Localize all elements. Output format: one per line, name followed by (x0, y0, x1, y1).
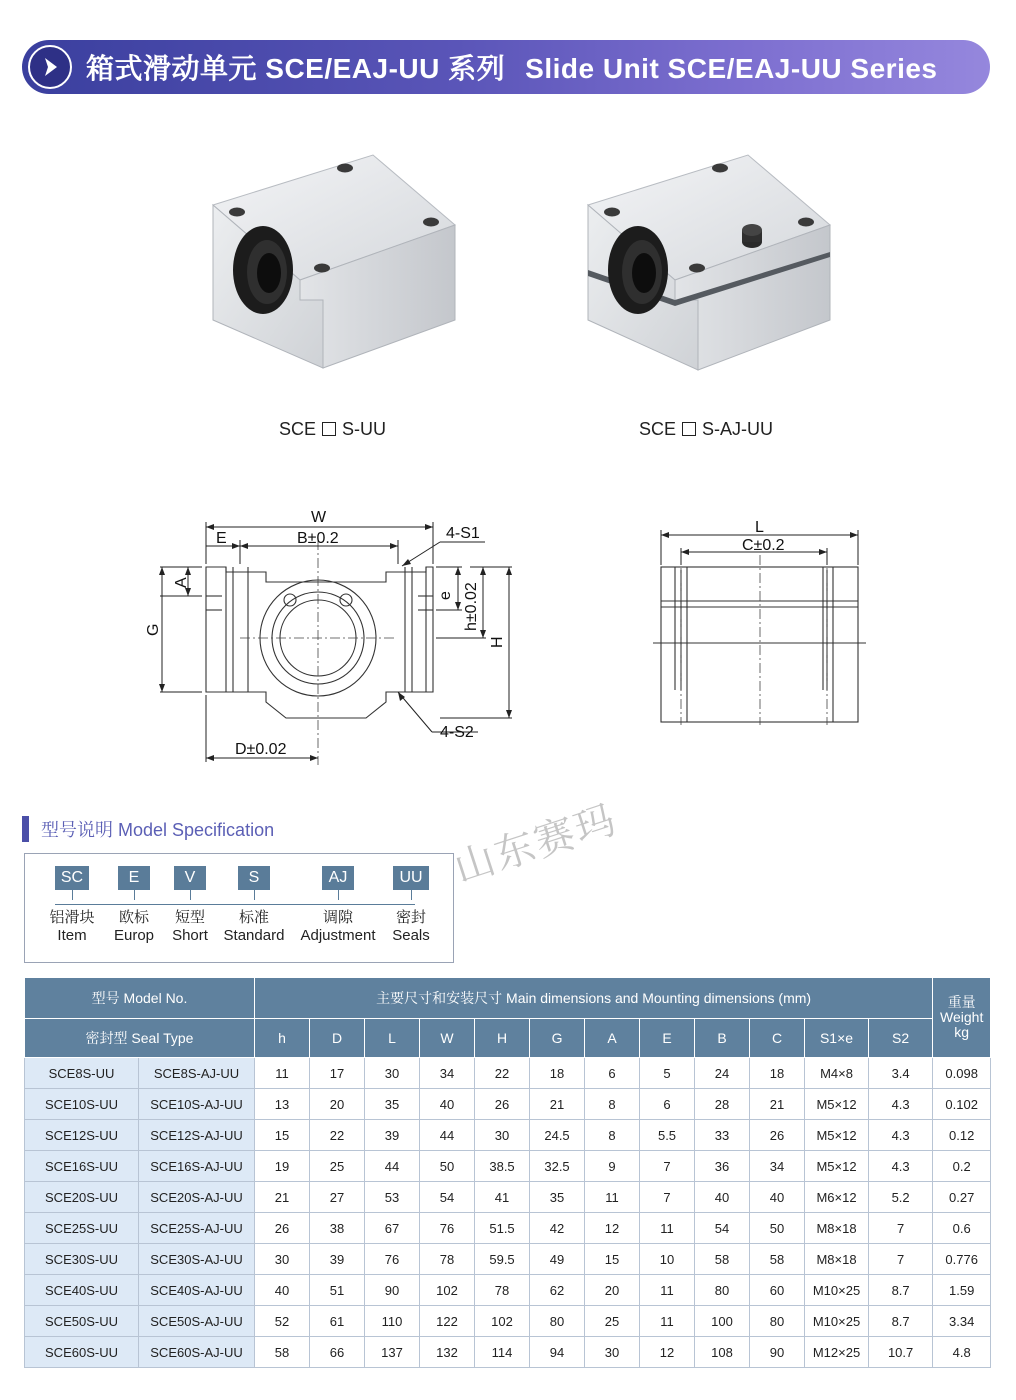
dim-label-g: G (145, 623, 162, 636)
value-cell: 19 (255, 1151, 310, 1182)
value-cell: 30 (475, 1120, 530, 1151)
value-cell: 0.2 (933, 1151, 991, 1182)
value-cell: 7 (640, 1151, 695, 1182)
value-cell: 50 (750, 1213, 805, 1244)
value-cell: 12 (585, 1213, 640, 1244)
value-cell: M4×8 (805, 1058, 869, 1089)
value-cell: 51 (310, 1275, 365, 1306)
model-aj-cell: SCE10S-AJ-UU (139, 1089, 255, 1120)
value-cell: 10.7 (869, 1337, 933, 1368)
column-header: S2 (869, 1019, 933, 1058)
value-cell: 41 (475, 1182, 530, 1213)
table-row (25, 1058, 991, 1089)
value-cell: 58 (695, 1244, 750, 1275)
value-cell: 4.3 (869, 1151, 933, 1182)
table-row (25, 1089, 991, 1120)
value-cell: 0.27 (933, 1182, 991, 1213)
value-cell: 26 (475, 1089, 530, 1120)
dim-label-c: C±0.2 (742, 537, 785, 554)
model-spec-box (24, 853, 454, 963)
value-cell: 13 (255, 1089, 310, 1120)
value-cell: 1.59 (933, 1275, 991, 1306)
value-cell: 38.5 (475, 1151, 530, 1182)
value-cell: 18 (530, 1058, 585, 1089)
table-row (25, 1244, 991, 1275)
value-cell: 51.5 (475, 1213, 530, 1244)
spec-item-uu: UU 密封 Seals (389, 866, 433, 944)
value-cell: 11 (640, 1306, 695, 1337)
product-photo-sce-s-aj-uu (580, 150, 840, 395)
value-cell: 80 (750, 1306, 805, 1337)
column-header: A (585, 1019, 640, 1058)
value-cell: 4.3 (869, 1089, 933, 1120)
value-cell: 24.5 (530, 1120, 585, 1151)
value-cell: 0.6 (933, 1213, 991, 1244)
value-cell: 27 (310, 1182, 365, 1213)
model-cell: SCE12S-UU (25, 1120, 139, 1151)
dim-label-h: h±0.02 (463, 582, 480, 631)
title-en: Slide Unit SCE/EAJ-UU Series (525, 53, 938, 84)
value-cell: 4.3 (869, 1120, 933, 1151)
value-cell: 66 (310, 1337, 365, 1368)
model-cell: SCE40S-UU (25, 1275, 139, 1306)
value-cell: 114 (475, 1337, 530, 1368)
value-cell: 78 (420, 1244, 475, 1275)
value-cell: 40 (255, 1275, 310, 1306)
value-cell: 33 (695, 1120, 750, 1151)
value-cell: 35 (365, 1089, 420, 1120)
value-cell: 8 (585, 1120, 640, 1151)
value-cell: 108 (695, 1337, 750, 1368)
value-cell: M8×18 (805, 1244, 869, 1275)
value-cell: 32.5 (530, 1151, 585, 1182)
value-cell: 18 (750, 1058, 805, 1089)
value-cell: 76 (365, 1244, 420, 1275)
value-cell: M10×25 (805, 1306, 869, 1337)
column-header: S1×e (805, 1019, 869, 1058)
model-cell: SCE25S-UU (25, 1213, 139, 1244)
value-cell: M10×25 (805, 1275, 869, 1306)
value-cell: 67 (365, 1213, 420, 1244)
value-cell: 38 (310, 1213, 365, 1244)
front-view-drawing (140, 500, 530, 775)
value-cell: 53 (365, 1182, 420, 1213)
spec-item-aj: AJ 调隙 Adjustment (297, 866, 379, 944)
arrow-right-icon (28, 45, 72, 89)
value-cell: 5.2 (869, 1182, 933, 1213)
value-cell: 0.098 (933, 1058, 991, 1089)
value-cell: 26 (750, 1120, 805, 1151)
column-header: C (750, 1019, 805, 1058)
dim-label-s2: 4-S2 (440, 724, 474, 741)
value-cell: 90 (365, 1275, 420, 1306)
value-cell: 100 (695, 1306, 750, 1337)
value-cell: 20 (310, 1089, 365, 1120)
value-cell: M5×12 (805, 1151, 869, 1182)
value-cell: 36 (695, 1151, 750, 1182)
value-cell: 8.7 (869, 1275, 933, 1306)
model-aj-cell: SCE16S-AJ-UU (139, 1151, 255, 1182)
page-title (86, 47, 938, 87)
spec-item-s: S 标准 Standard (223, 866, 285, 944)
value-cell: 30 (585, 1337, 640, 1368)
title-cn: 箱式滑动单元 SCE/EAJ-UU 系列 (86, 53, 506, 84)
model-aj-cell: SCE50S-AJ-UU (139, 1306, 255, 1337)
value-cell: 34 (420, 1058, 475, 1089)
value-cell: 30 (365, 1058, 420, 1089)
value-cell: 8.7 (869, 1306, 933, 1337)
value-cell: 3.34 (933, 1306, 991, 1337)
value-cell: 15 (585, 1244, 640, 1275)
value-cell: 40 (420, 1089, 475, 1120)
table-row (25, 1337, 991, 1368)
table-row (25, 1306, 991, 1337)
product-photo-sce-s-uu (205, 150, 465, 390)
model-cell: SCE50S-UU (25, 1306, 139, 1337)
value-cell: 49 (530, 1244, 585, 1275)
value-cell: 44 (420, 1120, 475, 1151)
dim-label-s1: 4-S1 (446, 525, 480, 542)
model-aj-cell: SCE25S-AJ-UU (139, 1213, 255, 1244)
value-cell: 54 (420, 1182, 475, 1213)
column-header: W (420, 1019, 475, 1058)
model-cell: SCE10S-UU (25, 1089, 139, 1120)
value-cell: 11 (255, 1058, 310, 1089)
value-cell: 80 (695, 1275, 750, 1306)
weight-header: 重量 Weight kg (933, 978, 991, 1058)
value-cell: 90 (750, 1337, 805, 1368)
dim-label-l: L (755, 519, 764, 536)
model-aj-cell: SCE8S-AJ-UU (139, 1058, 255, 1089)
model-spec-title: 型号说明 Model Specification (41, 820, 275, 840)
value-cell: 8 (585, 1089, 640, 1120)
value-cell: 62 (530, 1275, 585, 1306)
model-cell: SCE16S-UU (25, 1151, 139, 1182)
value-cell: 15 (255, 1120, 310, 1151)
title-banner (22, 40, 990, 94)
value-cell: 59.5 (475, 1244, 530, 1275)
value-cell: 20 (585, 1275, 640, 1306)
column-header: D (310, 1019, 365, 1058)
value-cell: M5×12 (805, 1120, 869, 1151)
value-cell: M6×12 (805, 1182, 869, 1213)
column-header: H (475, 1019, 530, 1058)
model-cell: SCE60S-UU (25, 1337, 139, 1368)
value-cell: 40 (750, 1182, 805, 1213)
value-cell: 28 (695, 1089, 750, 1120)
dim-label-d: D±0.02 (235, 741, 287, 758)
model-cell: SCE8S-UU (25, 1058, 139, 1089)
value-cell: 11 (640, 1213, 695, 1244)
value-cell: M12×25 (805, 1337, 869, 1368)
table-row (25, 1120, 991, 1151)
table-row (25, 1151, 991, 1182)
value-cell: 0.776 (933, 1244, 991, 1275)
photo-caption-1: SCE S-UU (279, 419, 387, 439)
value-cell: 76 (420, 1213, 475, 1244)
value-cell: 7 (640, 1182, 695, 1213)
photo-caption-2: SCE S-AJ-UU (639, 419, 774, 439)
value-cell: 7 (869, 1244, 933, 1275)
value-cell: 61 (310, 1306, 365, 1337)
blank-box-icon (682, 422, 696, 436)
table-row (25, 1213, 991, 1244)
value-cell: 44 (365, 1151, 420, 1182)
value-cell: 80 (530, 1306, 585, 1337)
value-cell: 40 (695, 1182, 750, 1213)
value-cell: 50 (420, 1151, 475, 1182)
watermark: 山东赛玛 (449, 797, 623, 892)
value-cell: 25 (310, 1151, 365, 1182)
value-cell: 42 (530, 1213, 585, 1244)
column-header: E (640, 1019, 695, 1058)
dim-label-b: B±0.2 (297, 530, 339, 547)
value-cell: 122 (420, 1306, 475, 1337)
value-cell: 4.8 (933, 1337, 991, 1368)
value-cell: 21 (530, 1089, 585, 1120)
table-row (25, 1275, 991, 1306)
model-aj-cell: SCE12S-AJ-UU (139, 1120, 255, 1151)
value-cell: 34 (750, 1151, 805, 1182)
dim-label-e: E (216, 530, 227, 547)
table-body (25, 1058, 991, 1368)
value-cell: 9 (585, 1151, 640, 1182)
dimensions-header: 主要尺寸和安装尺寸 Main dimensions and Mounting dimensions (mm) (255, 978, 933, 1019)
column-header: h (255, 1019, 310, 1058)
value-cell: 54 (695, 1213, 750, 1244)
value-cell: 24 (695, 1058, 750, 1089)
value-cell: 26 (255, 1213, 310, 1244)
value-cell: 21 (750, 1089, 805, 1120)
model-aj-cell: SCE20S-AJ-UU (139, 1182, 255, 1213)
value-cell: 17 (310, 1058, 365, 1089)
value-cell: 78 (475, 1275, 530, 1306)
model-spec-heading (22, 816, 274, 842)
value-cell: 6 (640, 1089, 695, 1120)
dim-label-a: A (173, 577, 190, 588)
column-header: G (530, 1019, 585, 1058)
value-cell: 10 (640, 1244, 695, 1275)
value-cell: 94 (530, 1337, 585, 1368)
value-cell: 60 (750, 1275, 805, 1306)
dim-label-w: W (311, 509, 327, 526)
heading-bar (22, 816, 29, 842)
value-cell: 102 (475, 1306, 530, 1337)
seal-type-header: 密封型 Seal Type (25, 1019, 255, 1058)
value-cell: 52 (255, 1306, 310, 1337)
value-cell: 0.102 (933, 1089, 991, 1120)
value-cell: 0.12 (933, 1120, 991, 1151)
value-cell: 11 (640, 1275, 695, 1306)
value-cell: 12 (640, 1337, 695, 1368)
value-cell: 5.5 (640, 1120, 695, 1151)
value-cell: 58 (750, 1244, 805, 1275)
value-cell: 11 (585, 1182, 640, 1213)
model-aj-cell: SCE40S-AJ-UU (139, 1275, 255, 1306)
value-cell: 21 (255, 1182, 310, 1213)
value-cell: M8×18 (805, 1213, 869, 1244)
value-cell: 35 (530, 1182, 585, 1213)
value-cell: M5×12 (805, 1089, 869, 1120)
model-cell: SCE20S-UU (25, 1182, 139, 1213)
side-view-drawing (650, 515, 870, 730)
value-cell: 22 (310, 1120, 365, 1151)
value-cell: 3.4 (869, 1058, 933, 1089)
column-header: B (695, 1019, 750, 1058)
model-aj-cell: SCE30S-AJ-UU (139, 1244, 255, 1275)
value-cell: 22 (475, 1058, 530, 1089)
value-cell: 30 (255, 1244, 310, 1275)
value-cell: 58 (255, 1337, 310, 1368)
model-aj-cell: SCE60S-AJ-UU (139, 1337, 255, 1368)
dimensions-table (24, 977, 991, 1368)
model-cell: SCE30S-UU (25, 1244, 139, 1275)
value-cell: 132 (420, 1337, 475, 1368)
value-cell: 6 (585, 1058, 640, 1089)
table-row (25, 1182, 991, 1213)
column-header: L (365, 1019, 420, 1058)
value-cell: 39 (310, 1244, 365, 1275)
value-cell: 5 (640, 1058, 695, 1089)
value-cell: 102 (420, 1275, 475, 1306)
column-header-row (25, 1019, 991, 1058)
spec-item-sc: SC 铝滑块 Item (49, 866, 95, 944)
model-header: 型号 Model No. (25, 978, 255, 1019)
value-cell: 137 (365, 1337, 420, 1368)
blank-box-icon (322, 422, 336, 436)
dim-label-e-small: e (437, 591, 454, 600)
spec-item-e: E 欧标 Europ (113, 866, 155, 944)
value-cell: 7 (869, 1213, 933, 1244)
value-cell: 110 (365, 1306, 420, 1337)
value-cell: 39 (365, 1120, 420, 1151)
value-cell: 25 (585, 1306, 640, 1337)
spec-item-v: V 短型 Short (168, 866, 212, 944)
dim-label-h-total: H (489, 636, 506, 648)
